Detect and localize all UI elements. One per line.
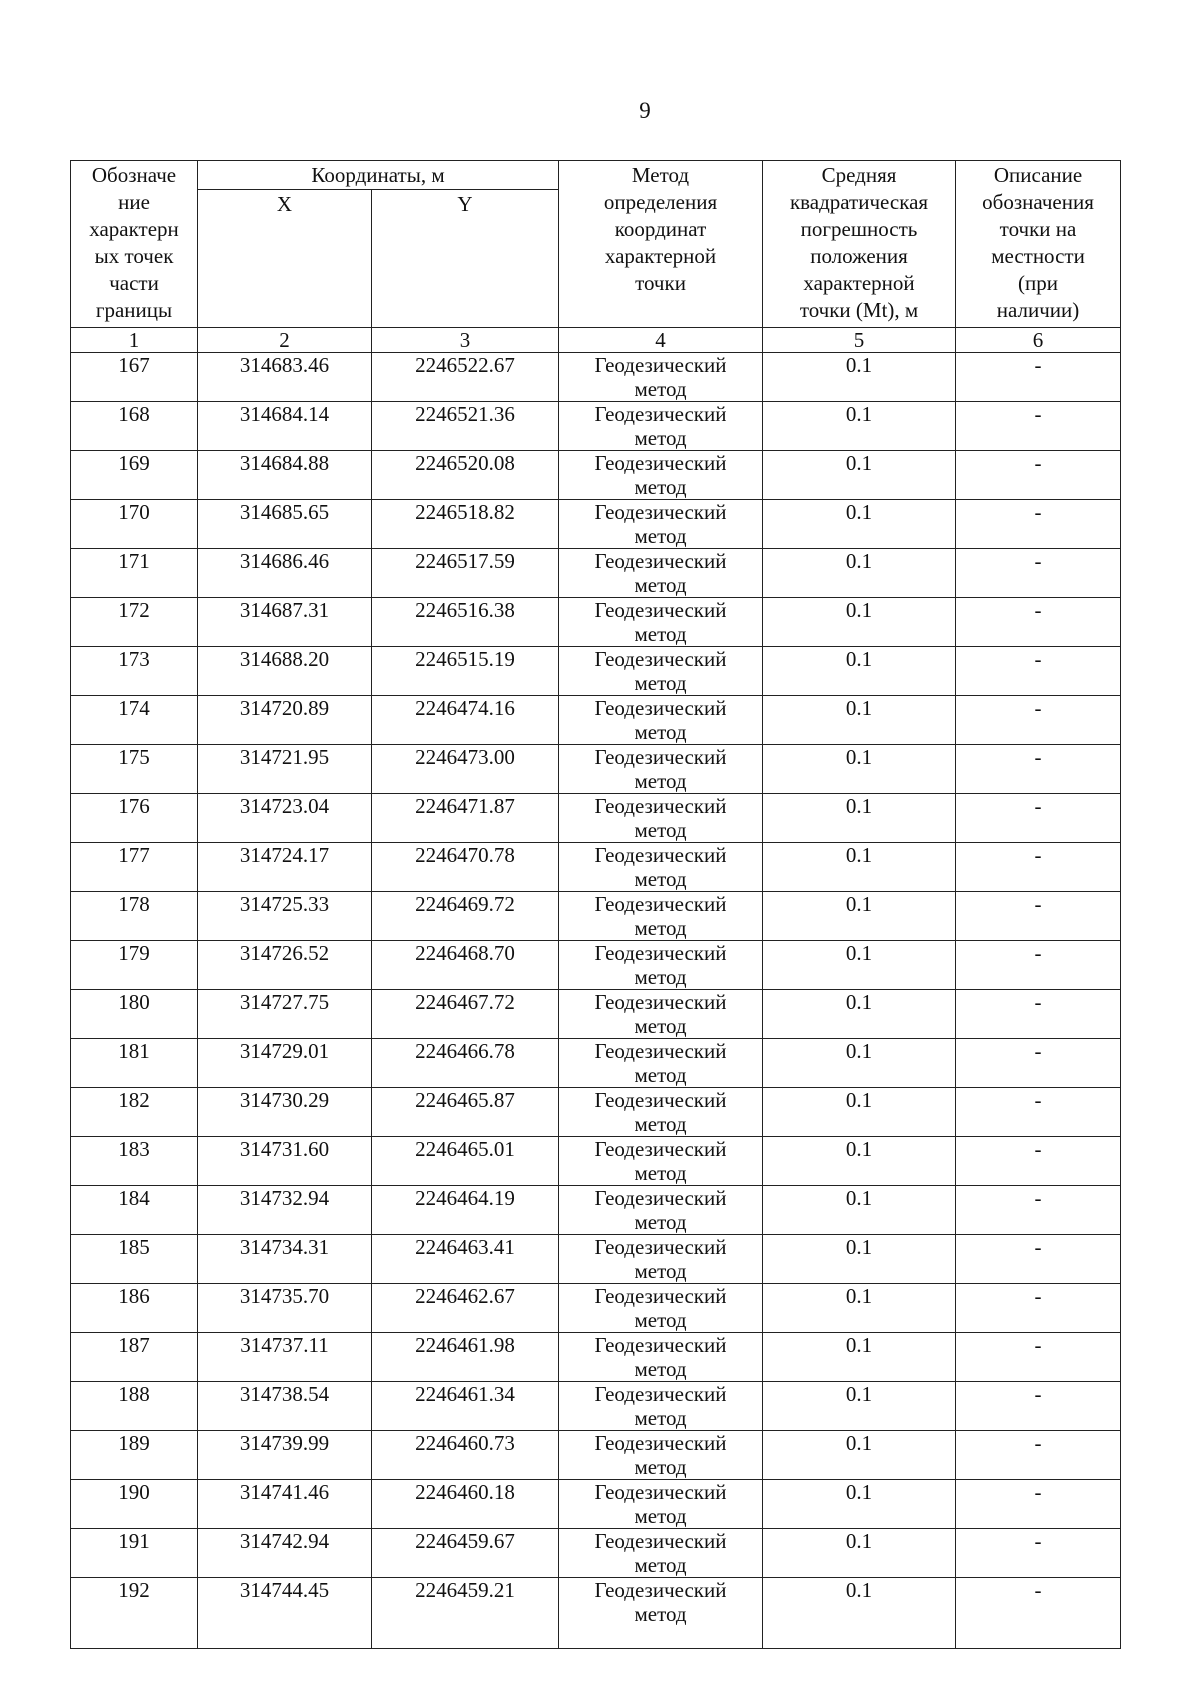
method-line-2: метод <box>634 475 687 499</box>
method-line-1: Геодезический <box>594 1382 727 1406</box>
column-number: 3 <box>372 328 559 353</box>
coord-x-cell: 314723.04 <box>198 794 372 843</box>
table-row <box>71 1137 1121 1186</box>
description-cell: - <box>956 990 1121 1039</box>
coord-y-cell: 2246518.82 <box>372 500 559 549</box>
table-row <box>71 1235 1121 1284</box>
method-line-1: Геодезический <box>594 1480 727 1504</box>
coord-y-cell: 2246515.19 <box>372 647 559 696</box>
coord-y-cell: 2246517.59 <box>372 549 559 598</box>
point-number-cell: 172 <box>71 598 198 647</box>
method-line-2: метод <box>634 524 687 548</box>
method-line-2: метод <box>634 818 687 842</box>
coord-x-cell: 314742.94 <box>198 1529 372 1578</box>
method-cell <box>559 1333 763 1382</box>
point-number-cell: 185 <box>71 1235 198 1284</box>
point-number-cell: 167 <box>71 353 198 402</box>
coord-y-cell: 2246462.67 <box>372 1284 559 1333</box>
coord-y-cell: 2246461.34 <box>372 1382 559 1431</box>
mean-error-cell: 0.1 <box>763 353 956 402</box>
method-line-1: Геодезический <box>594 794 727 818</box>
coord-x-cell: 314739.99 <box>198 1431 372 1480</box>
coord-x-cell: 314737.11 <box>198 1333 372 1382</box>
coord-y-cell: 2246522.67 <box>372 353 559 402</box>
method-line-1: Геодезический <box>594 1186 727 1210</box>
method-cell <box>559 794 763 843</box>
method-line-2: метод <box>634 671 687 695</box>
description-cell: - <box>956 745 1121 794</box>
coord-x-cell: 314726.52 <box>198 941 372 990</box>
point-number-cell: 174 <box>71 696 198 745</box>
table-row <box>71 1529 1121 1578</box>
table-row <box>71 549 1121 598</box>
mean-error-cell: 0.1 <box>763 1088 956 1137</box>
table-row <box>71 1382 1121 1431</box>
method-cell <box>559 647 763 696</box>
coord-x-cell: 314720.89 <box>198 696 372 745</box>
method-line-1: Геодезический <box>594 1284 727 1308</box>
table-row <box>71 647 1121 696</box>
point-number-cell: 171 <box>71 549 198 598</box>
point-number-cell: 188 <box>71 1382 198 1431</box>
table-row <box>71 843 1121 892</box>
coord-x-cell: 314729.01 <box>198 1039 372 1088</box>
coord-x-cell: 314731.60 <box>198 1137 372 1186</box>
table-body <box>71 353 1121 1649</box>
table-row <box>71 1578 1121 1649</box>
table-row <box>71 1431 1121 1480</box>
mean-error-cell: 0.1 <box>763 1382 956 1431</box>
description-cell: - <box>956 353 1121 402</box>
description-cell: - <box>956 1137 1121 1186</box>
coord-y-cell: 2246474.16 <box>372 696 559 745</box>
table-row <box>71 451 1121 500</box>
method-line-1: Геодезический <box>594 1529 727 1553</box>
method-line-1: Геодезический <box>594 451 727 475</box>
table-row <box>71 1186 1121 1235</box>
method-line-2: метод <box>634 1210 687 1234</box>
method-cell <box>559 892 763 941</box>
method-line-2: метод <box>634 1357 687 1381</box>
page-number: 9 <box>639 98 651 123</box>
coord-x-cell: 314735.70 <box>198 1284 372 1333</box>
mean-error-cell: 0.1 <box>763 598 956 647</box>
method-line-1: Геодезический <box>594 1235 727 1259</box>
description-cell: - <box>956 696 1121 745</box>
description-cell: - <box>956 1186 1121 1235</box>
method-line-2: метод <box>634 1063 687 1087</box>
coord-y-cell: 2246459.67 <box>372 1529 559 1578</box>
description-cell: - <box>956 1480 1121 1529</box>
coord-y-cell: 2246464.19 <box>372 1186 559 1235</box>
point-number-cell: 184 <box>71 1186 198 1235</box>
column-number: 5 <box>763 328 956 353</box>
coord-y-cell: 2246460.73 <box>372 1431 559 1480</box>
mean-error-cell: 0.1 <box>763 647 956 696</box>
coord-y-cell: 2246460.18 <box>372 1480 559 1529</box>
table-row <box>71 745 1121 794</box>
method-line-2: метод <box>634 1112 687 1136</box>
coord-x-cell: 314686.46 <box>198 549 372 598</box>
method-cell <box>559 549 763 598</box>
method-line-1: Геодезический <box>594 941 727 965</box>
coord-y-cell: 2246521.36 <box>372 402 559 451</box>
description-cell: - <box>956 1529 1121 1578</box>
coord-y-cell: 2246470.78 <box>372 843 559 892</box>
description-cell: - <box>956 843 1121 892</box>
coord-y-cell: 2246459.21 <box>372 1578 559 1649</box>
point-number-cell: 191 <box>71 1529 198 1578</box>
mean-error-cell: 0.1 <box>763 1529 956 1578</box>
method-line-2: метод <box>634 916 687 940</box>
point-number-cell: 189 <box>71 1431 198 1480</box>
description-cell: - <box>956 1382 1121 1431</box>
method-line-2: метод <box>634 573 687 597</box>
description-cell: - <box>956 1235 1121 1284</box>
table-row <box>71 598 1121 647</box>
method-line-1: Геодезический <box>594 1088 727 1112</box>
method-line-1: Геодезический <box>594 892 727 916</box>
method-line-1: Геодезический <box>594 1039 727 1063</box>
mean-error-cell: 0.1 <box>763 451 956 500</box>
point-number-cell: 192 <box>71 1578 198 1649</box>
table-row <box>71 1480 1121 1529</box>
description-cell: - <box>956 794 1121 843</box>
mean-error-cell: 0.1 <box>763 500 956 549</box>
coord-x-cell: 314721.95 <box>198 745 372 794</box>
method-cell <box>559 451 763 500</box>
column-number: 2 <box>198 328 372 353</box>
table-row <box>71 402 1121 451</box>
coord-x-cell: 314734.31 <box>198 1235 372 1284</box>
method-cell <box>559 598 763 647</box>
method-line-1: Геодезический <box>594 696 727 720</box>
method-line-1: Геодезический <box>594 1137 727 1161</box>
coord-x-cell: 314683.46 <box>198 353 372 402</box>
method-line-1: Геодезический <box>594 549 727 573</box>
table-row <box>71 794 1121 843</box>
coord-x-cell: 314732.94 <box>198 1186 372 1235</box>
method-cell <box>559 1137 763 1186</box>
method-cell <box>559 990 763 1039</box>
method-line-1: Геодезический <box>594 745 727 769</box>
mean-error-cell: 0.1 <box>763 1235 956 1284</box>
description-cell: - <box>956 1039 1121 1088</box>
method-line-1: Геодезический <box>594 402 727 426</box>
coord-y-cell: 2246463.41 <box>372 1235 559 1284</box>
coord-x-cell: 314738.54 <box>198 1382 372 1431</box>
method-cell <box>559 353 763 402</box>
method-line-2: метод <box>634 1014 687 1038</box>
description-cell: - <box>956 402 1121 451</box>
mean-error-cell: 0.1 <box>763 1186 956 1235</box>
method-line-1: Геодезический <box>594 353 727 377</box>
method-cell <box>559 1431 763 1480</box>
coord-x-cell: 314684.14 <box>198 402 372 451</box>
description-cell: - <box>956 1333 1121 1382</box>
description-cell: - <box>956 1578 1121 1649</box>
coordinates-table <box>70 160 1121 1649</box>
mean-error-cell: 0.1 <box>763 1284 956 1333</box>
table-row <box>71 941 1121 990</box>
coord-y-cell: 2246468.70 <box>372 941 559 990</box>
method-cell <box>559 1578 763 1649</box>
method-line-2: метод <box>634 622 687 646</box>
point-number-cell: 176 <box>71 794 198 843</box>
mean-error-cell: 0.1 <box>763 1137 956 1186</box>
method-line-2: метод <box>634 1406 687 1430</box>
table-row <box>71 696 1121 745</box>
description-cell: - <box>956 1431 1121 1480</box>
method-cell <box>559 941 763 990</box>
point-number-cell: 168 <box>71 402 198 451</box>
coord-y-cell: 2246467.72 <box>372 990 559 1039</box>
table-row <box>71 892 1121 941</box>
table-row <box>71 353 1121 402</box>
table-row <box>71 1284 1121 1333</box>
method-line-1: Геодезический <box>594 990 727 1014</box>
description-cell: - <box>956 892 1121 941</box>
coord-y-cell: 2246461.98 <box>372 1333 559 1382</box>
coord-x-cell: 314730.29 <box>198 1088 372 1137</box>
description-cell: - <box>956 1088 1121 1137</box>
header-mean-square-error: Средняя квадратическая погрешность положения характерной точки (Mt), м <box>763 161 956 328</box>
coord-y-cell: 2246465.87 <box>372 1088 559 1137</box>
description-cell: - <box>956 941 1121 990</box>
point-number-cell: 182 <box>71 1088 198 1137</box>
method-line-2: метод <box>634 1553 687 1577</box>
table-row <box>71 1039 1121 1088</box>
method-line-2: метод <box>634 1455 687 1479</box>
mean-error-cell: 0.1 <box>763 402 956 451</box>
method-cell <box>559 1039 763 1088</box>
column-number: 4 <box>559 328 763 353</box>
table-row <box>71 1333 1121 1382</box>
mean-error-cell: 0.1 <box>763 549 956 598</box>
mean-error-cell: 0.1 <box>763 843 956 892</box>
method-cell <box>559 402 763 451</box>
coord-x-cell: 314744.45 <box>198 1578 372 1649</box>
point-number-cell: 179 <box>71 941 198 990</box>
description-cell: - <box>956 451 1121 500</box>
description-cell: - <box>956 500 1121 549</box>
method-cell <box>559 1382 763 1431</box>
coord-y-cell: 2246516.38 <box>372 598 559 647</box>
mean-error-cell: 0.1 <box>763 696 956 745</box>
coord-x-cell: 314725.33 <box>198 892 372 941</box>
point-number-cell: 180 <box>71 990 198 1039</box>
coord-x-cell: 314727.75 <box>198 990 372 1039</box>
mean-error-cell: 0.1 <box>763 990 956 1039</box>
method-line-1: Геодезический <box>594 598 727 622</box>
table-row <box>71 500 1121 549</box>
header-point-designation: Обозначе ние характерн ых точек части границы <box>71 161 198 328</box>
point-number-cell: 175 <box>71 745 198 794</box>
method-line-2: метод <box>634 867 687 891</box>
coord-x-cell: 314688.20 <box>198 647 372 696</box>
table-row <box>71 990 1121 1039</box>
method-line-2: метод <box>634 1161 687 1185</box>
method-cell <box>559 745 763 794</box>
method-cell <box>559 1088 763 1137</box>
method-line-2: метод <box>634 377 687 401</box>
method-cell <box>559 696 763 745</box>
method-line-2: метод <box>634 720 687 744</box>
coord-x-cell: 314741.46 <box>198 1480 372 1529</box>
method-cell <box>559 1284 763 1333</box>
header-method: Метод определения координат характерной точки <box>559 161 763 328</box>
header-point-description: Описание обозначения точки на местности (при наличии) <box>956 161 1121 328</box>
mean-error-cell: 0.1 <box>763 941 956 990</box>
point-number-cell: 177 <box>71 843 198 892</box>
coord-x-cell: 314685.65 <box>198 500 372 549</box>
mean-error-cell: 0.1 <box>763 1480 956 1529</box>
coord-y-cell: 2246520.08 <box>372 451 559 500</box>
method-line-2: метод <box>634 1259 687 1283</box>
coord-x-cell: 314687.31 <box>198 598 372 647</box>
method-line-2: метод <box>634 1602 687 1626</box>
method-cell <box>559 1529 763 1578</box>
coord-y-cell: 2246465.01 <box>372 1137 559 1186</box>
column-number: 1 <box>71 328 198 353</box>
point-number-cell: 183 <box>71 1137 198 1186</box>
mean-error-cell: 0.1 <box>763 1333 956 1382</box>
table-row <box>71 1088 1121 1137</box>
description-cell: - <box>956 549 1121 598</box>
point-number-cell: 186 <box>71 1284 198 1333</box>
method-line-1: Геодезический <box>594 1431 727 1455</box>
mean-error-cell: 0.1 <box>763 745 956 794</box>
method-line-1: Геодезический <box>594 1333 727 1357</box>
header-coordinates-group: Координаты, м <box>198 161 559 190</box>
point-number-cell: 181 <box>71 1039 198 1088</box>
mean-error-cell: 0.1 <box>763 892 956 941</box>
coord-y-cell: 2246469.72 <box>372 892 559 941</box>
column-number: 6 <box>956 328 1121 353</box>
mean-error-cell: 0.1 <box>763 794 956 843</box>
description-cell: - <box>956 647 1121 696</box>
point-number-cell: 170 <box>71 500 198 549</box>
method-line-1: Геодезический <box>594 500 727 524</box>
coord-x-cell: 314724.17 <box>198 843 372 892</box>
table-header <box>71 161 1121 353</box>
description-cell: - <box>956 1284 1121 1333</box>
point-number-cell: 187 <box>71 1333 198 1382</box>
coord-x-cell: 314684.88 <box>198 451 372 500</box>
method-cell <box>559 1480 763 1529</box>
method-line-2: метод <box>634 965 687 989</box>
method-cell <box>559 843 763 892</box>
method-line-1: Геодезический <box>594 647 727 671</box>
method-line-2: метод <box>634 769 687 793</box>
description-cell: - <box>956 598 1121 647</box>
method-line-2: метод <box>634 1504 687 1528</box>
coord-y-cell: 2246473.00 <box>372 745 559 794</box>
point-number-cell: 190 <box>71 1480 198 1529</box>
coord-y-cell: 2246471.87 <box>372 794 559 843</box>
method-line-1: Геодезический <box>594 1578 727 1602</box>
method-cell <box>559 1235 763 1284</box>
method-line-2: метод <box>634 426 687 450</box>
mean-error-cell: 0.1 <box>763 1039 956 1088</box>
column-numbers-row <box>71 328 1121 353</box>
header-x: X <box>198 190 372 328</box>
point-number-cell: 178 <box>71 892 198 941</box>
method-line-2: метод <box>634 1308 687 1332</box>
method-cell <box>559 1186 763 1235</box>
point-number-cell: 173 <box>71 647 198 696</box>
point-number-cell: 169 <box>71 451 198 500</box>
header-y: Y <box>372 190 559 328</box>
coord-y-cell: 2246466.78 <box>372 1039 559 1088</box>
mean-error-cell: 0.1 <box>763 1431 956 1480</box>
method-line-1: Геодезический <box>594 843 727 867</box>
method-cell <box>559 500 763 549</box>
mean-error-cell: 0.1 <box>763 1578 956 1649</box>
